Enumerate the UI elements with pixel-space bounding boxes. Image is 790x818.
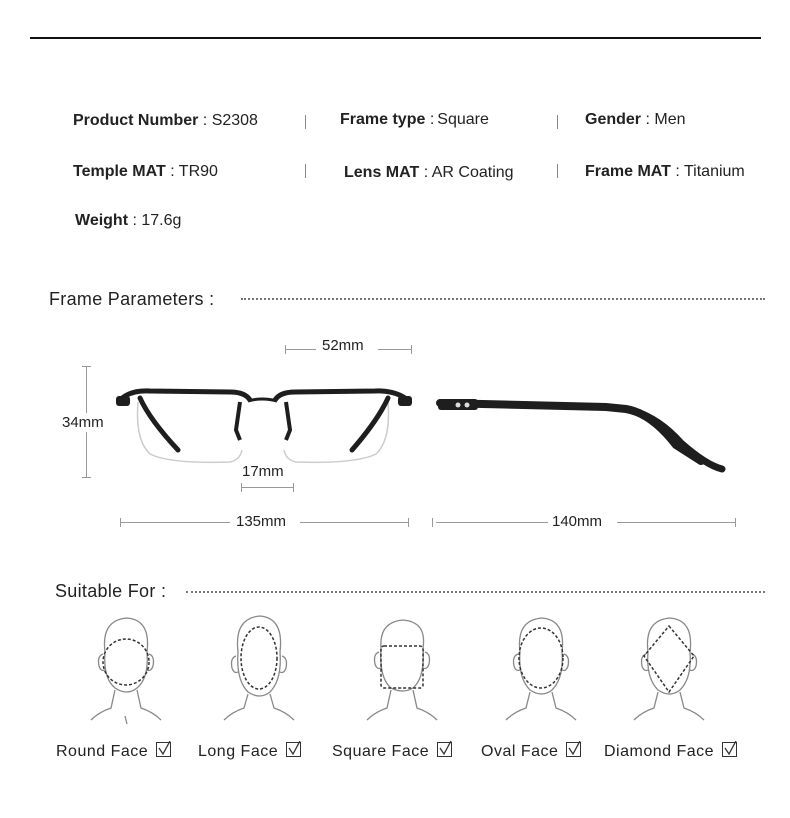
round-face-icon	[85, 612, 167, 724]
lens-width-tick-right	[411, 345, 412, 354]
face-label-text: Oval Face	[481, 743, 559, 760]
face-label-square	[332, 742, 452, 761]
spec-label: Frame type	[340, 111, 426, 128]
spec-sep: :	[670, 163, 684, 180]
spec-product-number	[73, 112, 258, 130]
oval-face-icon	[500, 612, 582, 724]
spec-lens-mat	[344, 164, 514, 182]
spec-frame-type	[340, 111, 489, 129]
face-label-text: Diamond Face	[604, 743, 715, 760]
face-label-round	[56, 742, 171, 761]
bridge-line	[241, 487, 293, 488]
spec-separator	[305, 115, 306, 129]
spec-value: Men	[654, 111, 686, 128]
lens-height-label: 34mm	[62, 414, 104, 431]
temple-length-label: 140mm	[552, 513, 603, 530]
spec-separator	[305, 164, 306, 178]
frame-width-tick-right	[408, 518, 409, 527]
lens-width-label: 52mm	[322, 337, 364, 354]
check-icon	[286, 742, 301, 757]
square-face-icon	[361, 612, 443, 724]
face-label-long	[198, 742, 301, 761]
diamond-face-icon	[628, 612, 710, 724]
spec-label: Gender	[585, 111, 642, 128]
spec-value: Titanium	[683, 163, 745, 180]
frame-parameters-dotted-line	[241, 298, 765, 300]
temple-length-line-right	[617, 522, 735, 523]
spec-label: Lens MAT	[344, 164, 420, 181]
spec-value: S2308	[211, 112, 258, 129]
spec-value: TR90	[178, 163, 218, 180]
spec-sep: :	[128, 212, 142, 229]
check-icon	[156, 742, 171, 757]
spec-sep: :	[198, 112, 212, 129]
suitable-for-title: Suitable For :	[55, 581, 167, 601]
lens-width-tick-left	[285, 345, 286, 354]
spec-value: Square	[437, 111, 489, 128]
face-label-oval	[481, 742, 581, 761]
spec-sep: :	[419, 164, 432, 181]
face-label-text: Square Face	[332, 743, 430, 760]
spec-temple-mat	[73, 163, 218, 181]
spec-label: Product Number	[73, 112, 199, 129]
spec-sep: :	[165, 163, 179, 180]
lens-height-tick-top	[82, 366, 91, 367]
frame-width-line-left	[120, 522, 230, 523]
spec-separator	[557, 164, 558, 178]
suitable-for-dotted-line	[186, 591, 765, 593]
spec-label: Temple MAT	[73, 163, 166, 180]
frame-parameters-title: Frame Parameters :	[49, 289, 215, 309]
check-icon	[566, 742, 581, 757]
lens-height-tick-bottom	[82, 477, 91, 478]
face-label-diamond	[604, 742, 737, 761]
top-divider	[30, 37, 761, 39]
glasses-temple-view	[436, 395, 736, 480]
spec-weight	[75, 212, 181, 230]
long-face-icon	[218, 612, 300, 724]
spec-sep: :	[425, 111, 435, 128]
spec-gender	[585, 111, 685, 129]
bridge-label: 17mm	[242, 463, 284, 480]
spec-value: 17.6g	[141, 212, 182, 229]
spec-frame-mat	[585, 163, 745, 181]
lens-width-line-right	[378, 349, 411, 350]
check-icon	[722, 742, 737, 757]
temple-length-line-left	[436, 522, 548, 523]
spec-value: AR Coating	[431, 164, 514, 181]
check-icon	[437, 742, 452, 757]
glasses-front-view	[110, 380, 420, 470]
frame-width-label: 135mm	[236, 513, 287, 530]
spec-label: Weight	[75, 212, 129, 229]
face-label-text: Round Face	[56, 743, 149, 760]
temple-length-tick-right	[735, 518, 736, 527]
bridge-tick-left	[241, 483, 242, 492]
frame-width-line-right	[300, 522, 408, 523]
spec-separator	[557, 115, 558, 129]
lens-width-line-left	[285, 349, 316, 350]
temple-length-tick-left	[432, 518, 433, 527]
bridge-tick-right	[293, 483, 294, 492]
face-label-text: Long Face	[198, 743, 279, 760]
spec-label: Frame MAT	[585, 163, 671, 180]
spec-sep: :	[641, 111, 655, 128]
